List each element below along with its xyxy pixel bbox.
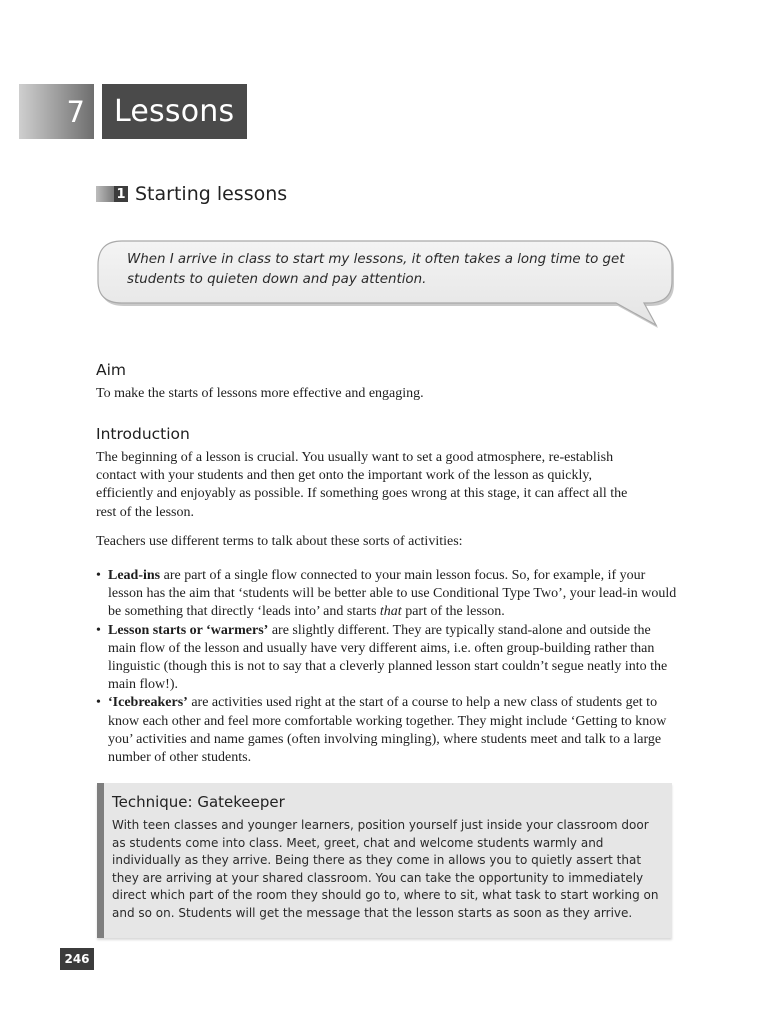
- bullet-text: are activities used right at the start of a course to help a new class of students get to know each other and feel more comfortable working together. They might include ‘Getting to know you’ activities and name games (often involving mingling), where students meet and talk to a large number of other students.: [108, 695, 667, 766]
- aim-heading: Aim: [96, 361, 127, 379]
- chapter-number: 7: [19, 84, 94, 139]
- section-marker-bar: [96, 186, 114, 202]
- section-number: 1: [114, 186, 128, 202]
- bullet-term: Lesson starts or ‘warmers’: [108, 622, 269, 638]
- section-heading: [96, 183, 287, 205]
- list-item: [96, 567, 681, 622]
- section-title: Starting lessons: [135, 183, 288, 205]
- introduction-heading: Introduction: [96, 425, 190, 443]
- quote-text: When I arrive in class to start my lessons, it often takes a long time to get students to quieten down and pay attention.: [127, 252, 625, 287]
- chapter-header: [19, 84, 247, 139]
- chapter-divider: [94, 84, 102, 139]
- bullet-term: Lead-ins: [108, 568, 161, 583]
- chapter-title: Lessons: [102, 84, 247, 139]
- list-item: [96, 694, 681, 767]
- section-marker: [96, 185, 128, 204]
- bullet-text: are slightly different. They are typically stand-alone and outside the main flow of the lesson and usually have very different aims, i.e. often group-building rather than linguistic (though this is not to say that a cleverly planned lesson start couldn’t segue neatly into the main flow!).: [108, 622, 668, 693]
- technique-body: With teen classes and younger learners, position yourself just inside your classroom door as students come into class. Meet, greet, chat and welcome students warmly and individually as they arrive. Being there as they come in allows you to quietly assert that they are arriving at your shared classroom. You can take the opportunity to immediately direct which part of the room they should go to, where to sit, what task to start working on and so on. Students will get the message that the lesson starts as soon as they arrive.: [112, 818, 659, 920]
- bullet-emphasis: that: [379, 604, 402, 620]
- bullet-text-end: part of the lesson.: [401, 604, 505, 620]
- introduction-text: [96, 449, 648, 522]
- list-item: [96, 622, 681, 695]
- bullet-term: ‘Icebreakers’: [108, 695, 188, 711]
- introduction-paragraph-2: Teachers use different terms to talk about these sorts of activities:: [96, 534, 463, 549]
- aim-text: [96, 385, 676, 403]
- technique-title: Technique: Gatekeeper: [112, 793, 285, 811]
- technique-box: [97, 783, 672, 938]
- activity-types-list: [96, 567, 681, 767]
- page-number: 246: [60, 948, 94, 970]
- quote-speech-bubble: [96, 237, 676, 332]
- introduction-text-2: [96, 533, 676, 551]
- aim-paragraph: To make the starts of lessons more effective and engaging.: [96, 386, 424, 401]
- bullet-text: are part of a single flow connected to your main lesson focus. So, for example, if your lesson has the aim that ‘students will be better able to use Conditional Type Two’, your lead-in would be something that directly ‘leads into’ and starts: [108, 568, 677, 620]
- introduction-paragraph-1: The beginning of a lesson is crucial. You usually want to set a good atmosphere, re-establish contact with your students and then get onto the important work of the lesson as quickly, efficiently and enjoyably as possible. If something goes wrong at this stage, it can affect all the rest of the lesson.: [96, 450, 628, 520]
